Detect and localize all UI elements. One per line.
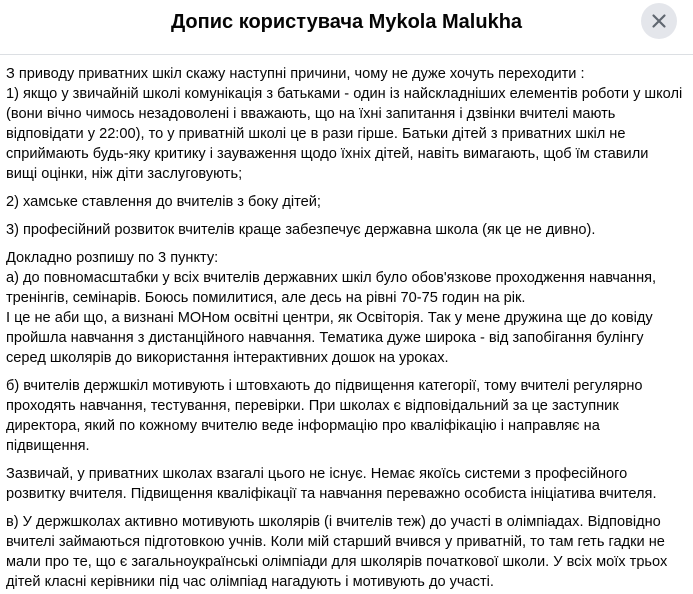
post-text-line: Докладно розпишу по 3 пункту:	[6, 250, 219, 266]
post-paragraph	[6, 512, 683, 592]
post-text-line: 1) якщо у звичайній школі комунікація з батьками - один із найскладніших елементів роботи у школі (вони вічно чимось незадоволені і вважають, що на їхні запитання і дзвінки вчителі мають відповідати у 22:00), то у приватній школі це в рази гірше. Батьки дітей з приватних шкіл не сприймають будь-яку критику і зауваження щодо їхніх дітей, навіть вимагають, щоб їм ставили вищі оцінки, ніж діти заслуговують;	[6, 86, 683, 182]
post-paragraph	[6, 220, 683, 240]
dialog-title: Допис користувача Mykola Malukha	[170, 11, 523, 33]
post-paragraph	[6, 64, 683, 184]
post-text-line: Зазвичай, у приватних школах взагалі цього не існує. Немає якоїсь системи з професійного розвитку вчителя. Підвищення кваліфікації та навчання переважно особиста ініціатива вчителя.	[6, 466, 657, 502]
dialog-header	[0, 0, 693, 55]
post-text-line: 3) професійний розвиток вчителів краще забезпечує державна школа (як це не дивно).	[6, 222, 596, 238]
post-text-line: в) У держшколах активно мотивують школярів (і вчителів теж) до участі в олімпіадах. Відповідно вчителі займаються підготовкою учнів. Коли мій старший вчився у приватній, то там геть гадки не мали про те, що є загальноукраїнські олімпіади для школярів початкової школи. У всіх моїх трьох дітей класні керівники під час олімпіад нагадують і мотивують до участі.	[6, 514, 668, 590]
post-text-line: З приводу приватних шкіл скажу наступні причини, чому не дуже хочуть переходити :	[6, 66, 585, 82]
post-text-line: 2) хамське ставлення до вчителів з боку дітей;	[6, 194, 321, 210]
post-paragraph	[6, 464, 683, 504]
post-text-line: І це не аби що, а визнані МОНом освітні центри, як Освіторія. Так у мене дружина ще до ковіду пройшла навчання з дистанційного навчання. Тематика дуже широка - від запобігання булінгу серед школярів до використання інтерактивних дошок на уроках.	[6, 310, 653, 366]
post-paragraph	[6, 376, 683, 456]
close-button[interactable]	[641, 3, 677, 39]
post-text-line: а) до повномасштабки у всіх вчителів державних шкіл було обов'язкове проходження навчання, тренінгів, семінарів. Боюсь помилитися, але десь на рівні 70-75 годин на рік.	[6, 270, 657, 306]
post-text-line: б) вчителів держшкіл мотивують і штовхають до підвищення категорії, тому вчителі регулярно проходять навчання, тестування, перевірки. При школах є відповідальний за це заступник директора, який по кожному вчителю веде інформацію про кваліфікацію і направляє на підвищення.	[6, 378, 643, 454]
post-paragraph	[6, 192, 683, 212]
close-icon	[651, 13, 667, 29]
post-body	[0, 55, 693, 592]
post-paragraph	[6, 248, 683, 368]
